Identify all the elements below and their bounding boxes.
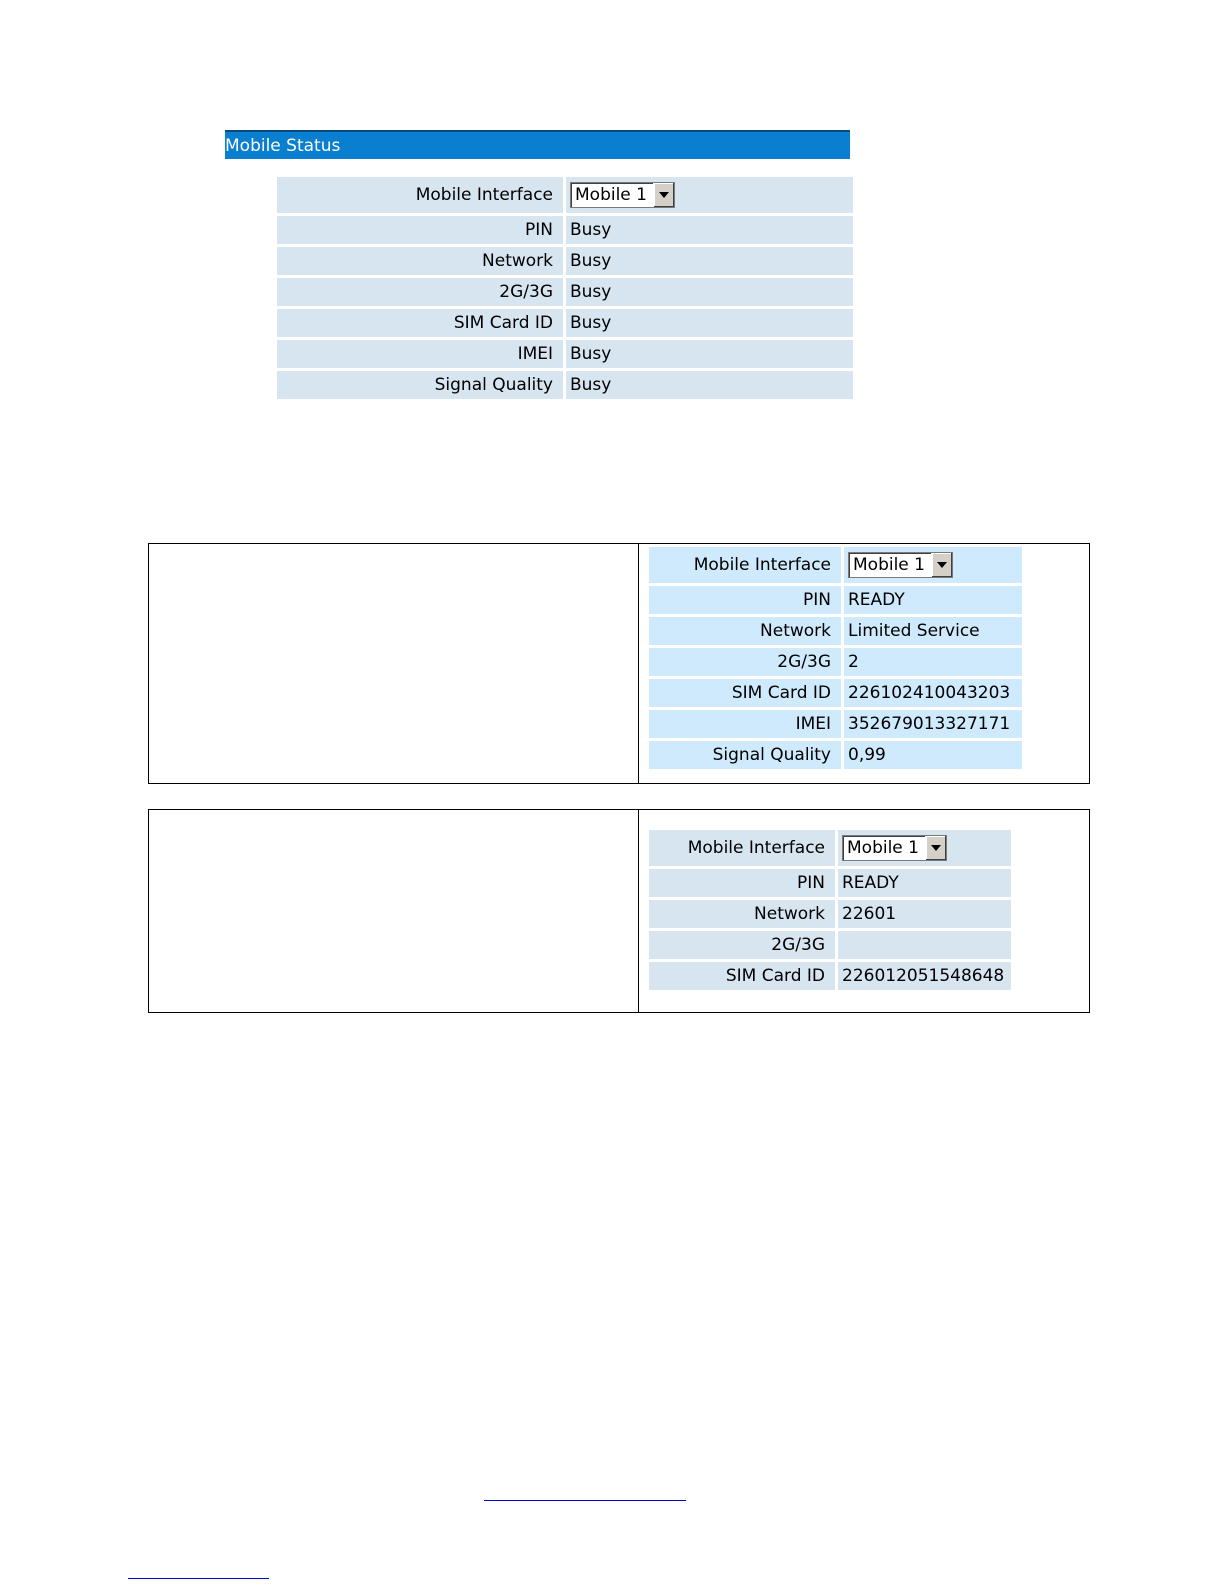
table-row <box>277 216 853 244</box>
mobile-interface-selected: Mobile 1 <box>847 838 919 858</box>
mobile-interface-select[interactable] <box>842 835 947 861</box>
bottom-status-table <box>649 830 1011 990</box>
mobile-interface-select[interactable] <box>848 552 953 578</box>
mode-label: 2G/3G <box>277 278 566 306</box>
pin-label: PIN <box>277 216 566 244</box>
signal-quality-value: 0,99 <box>844 741 1022 769</box>
sim-card-id-value: Busy <box>566 309 853 337</box>
sim-card-id-label: SIM Card ID <box>649 962 838 990</box>
mobile-status-header <box>225 130 850 159</box>
link-underline <box>484 1500 686 1501</box>
network-label: Network <box>649 617 844 645</box>
imei-value: Busy <box>566 340 853 368</box>
chevron-down-icon[interactable] <box>931 553 952 577</box>
pin-value: READY <box>844 586 1022 614</box>
network-value: Busy <box>566 247 853 275</box>
table-row <box>649 931 1011 959</box>
chevron-down-icon[interactable] <box>925 836 946 860</box>
sim-card-id-value: 226012051548648 <box>838 962 1011 990</box>
pin-value: READY <box>838 869 1011 897</box>
network-value: Limited Service <box>844 617 1022 645</box>
network-label: Network <box>277 247 566 275</box>
mobile-interface-label: Mobile Interface <box>277 177 566 213</box>
table-row <box>277 247 853 275</box>
table-row <box>649 648 1022 676</box>
imei-value: 352679013327171 <box>844 710 1022 738</box>
table-row <box>649 962 1011 990</box>
box-divider <box>638 544 639 783</box>
chevron-down-icon[interactable] <box>653 183 674 207</box>
mobile-status-title: Mobile Status <box>225 136 341 156</box>
network-label: Network <box>649 900 838 928</box>
table-row <box>649 586 1022 614</box>
mode-value: Busy <box>566 278 853 306</box>
mobile-interface-label: Mobile Interface <box>649 547 844 583</box>
box-divider <box>638 810 639 1012</box>
table-row <box>649 679 1022 707</box>
table-row <box>649 900 1011 928</box>
imei-label: IMEI <box>649 710 844 738</box>
link-underline <box>128 1578 269 1579</box>
table-row <box>277 371 853 399</box>
mode-value: 2 <box>844 648 1022 676</box>
sim-card-id-label: SIM Card ID <box>277 309 566 337</box>
signal-quality-value: Busy <box>566 371 853 399</box>
table-row <box>277 278 853 306</box>
table-row <box>277 309 853 337</box>
pin-value: Busy <box>566 216 853 244</box>
network-value: 22601 <box>838 900 1011 928</box>
table-row <box>649 710 1022 738</box>
mobile-interface-select[interactable] <box>570 182 675 208</box>
sim-card-id-value: 226102410043203 <box>844 679 1022 707</box>
table-row <box>649 547 1022 583</box>
table-row <box>649 830 1011 866</box>
pin-label: PIN <box>649 586 844 614</box>
mode-label: 2G/3G <box>649 931 838 959</box>
sim-card-id-label: SIM Card ID <box>649 679 844 707</box>
table-row <box>649 617 1022 645</box>
table-row <box>649 869 1011 897</box>
table-row <box>277 177 853 213</box>
mobile-interface-selected: Mobile 1 <box>575 185 647 205</box>
pin-label: PIN <box>649 869 838 897</box>
table-row <box>277 340 853 368</box>
signal-quality-label: Signal Quality <box>277 371 566 399</box>
mode-label: 2G/3G <box>649 648 844 676</box>
imei-label: IMEI <box>277 340 566 368</box>
mode-value <box>838 931 1011 959</box>
mobile-interface-selected: Mobile 1 <box>853 555 925 575</box>
signal-quality-label: Signal Quality <box>649 741 844 769</box>
middle-status-table <box>649 547 1022 769</box>
mobile-interface-label: Mobile Interface <box>649 830 838 866</box>
table-row <box>649 741 1022 769</box>
top-status-table <box>277 177 853 399</box>
